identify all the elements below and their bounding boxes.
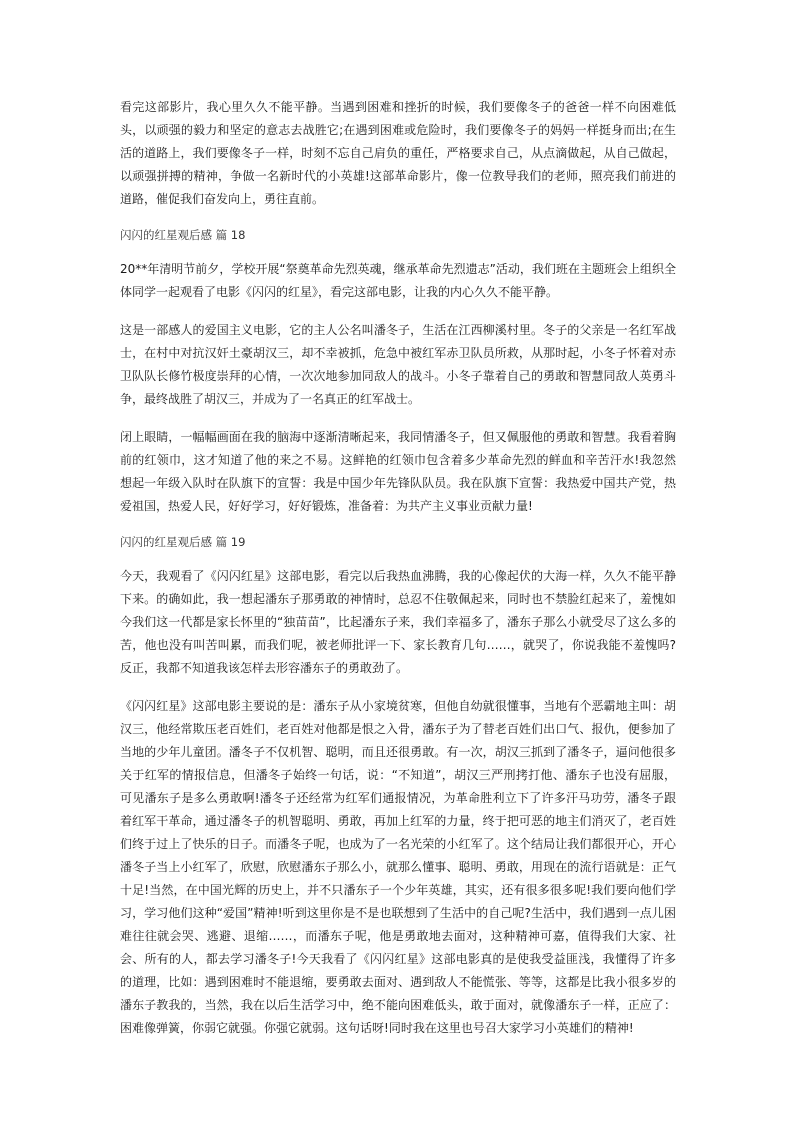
paragraph: 看完这部影片，我心里久久不能平静。当遇到困难和挫折的时候，我们要像冬子的爸爸一样不向困难低头，以顽强的毅力和坚定的意志去战胜它;在遇到困难或危险时，我们要像冬子的妈妈一样挺身而出;在生活的道路上，我们要像冬子一样，时刻不忘自己肩负的重任，严格要求自己，从点滴做起，从自己做起，以顽强拼搏的精神，争做一名新时代的小英雄!这部革命影片，像一位教导我们的老师，照亮我们前进的道路，催促我们奋发向上，勇往直前。 bbox=[120, 100, 676, 206]
document-page bbox=[120, 96, 676, 1040]
section-heading-18: 闪闪的红星观后感 篇 18 bbox=[120, 228, 246, 242]
section-heading-19: 闪闪的红星观后感 篇 19 bbox=[120, 535, 246, 549]
paragraph: 20**年清明节前夕，学校开展“祭奠革命先烈英魂，继承革命先烈遗志”活动，我们班在主题班会上组织全体同学一起观看了电影《闪闪的红星》，看完这部电影，让我的内心久久不能平静。 bbox=[120, 262, 676, 299]
paragraph: 今天，我观看了《闪闪红星》这部电影，看完以后我热血沸腾，我的心像起伏的大海一样，久久不能平静下来。的确如此，我一想起潘东子那勇敢的神情时，总忍不住敬佩起来，同时也不禁脸红起来了，羞愧如今我们这一代都是家长怀里的“独苗苗”，比起潘东子来，我们幸福多了，潘东子那么小就受尽了这么多的苦，他也没有叫苦叫累，而我们呢，被老师批评一下、家长教育几句……，就哭了，你说我能不羞愧吗?反正，我都不知道我该怎样去形容潘东子的勇敢劲了。 bbox=[120, 569, 676, 675]
paragraph: 这是一部感人的爱国主义电影，它的主人公名叫潘冬子，生活在江西柳溪村里。冬子的父亲是一名红军战士，在村中对抗汉奸土豪胡汉三，却不幸被抓，危急中被红军赤卫队员所救，从那时起，小冬子怀着对赤卫队队长修竹极度崇拜的心情，一次次地参加同敌人的战斗。小冬子靠着自己的勇敢和智慧同敌人英勇斗争，最终战胜了胡汉三，并成为了一名真正的红军战士。 bbox=[120, 323, 676, 406]
paragraph: 闭上眼睛，一幅幅画面在我的脑海中逐渐清晰起来，我同情潘冬子，但又佩服他的勇敢和智慧。我看着胸前的红领巾，这才知道了他的来之不易。这鲜艳的红领巾包含着多少革命先烈的鲜血和辛苦汗水!我忽然想起一年级入队时在队旗下的宣誓：我是中国少年先锋队队员。我在队旗下宣誓：我热爱中国共产党，热爱祖国，热爱人民，好好学习，好好锻炼，准备着：为共产主义事业贡献力量! bbox=[120, 430, 676, 513]
paragraph: 《闪闪红星》这部电影主要说的是：潘东子从小家境贫寒，但他自幼就很懂事，当地有个恶霸地主叫：胡汉三，他经常欺压老百姓们，老百姓对他都是恨之入骨，潘东子为了替老百姓们出口气、报仇，便参加了当地的少年儿童团。潘冬子不仅机智、聪明，而且还很勇敢。有一次，胡汉三抓到了潘冬子，逼问他很多关于红军的情报信息，但潘冬子始终一句话，说：“不知道”，胡汉三严刑拷打他、潘东子也没有屈服， 可见潘东子是多么勇敢啊!潘冬子还经常为红军们通报情况，为革命胜利立下了许多汗马功劳，潘冬子跟着红军干革命，通过潘冬子的机智聪明、勇敢，再加上红军的力量，终于把可恶的地主们消灭了，老百姓们终于过上了快乐的日子。而潘冬子呢，也成为了一名光荣的小红军了。这个结局让我们都很开心，开心潘冬子当上小红军了，欣慰，欣慰潘东子那么小，就那么懂事、聪明、勇敢，用现在的流行语就是：正气十足!当然，在中国光辉的历史上，并不只潘东子一个少年英雄，其实，还有很多很多呢!我们要向他们学习，学习他们这种“爱国”精神!听到这里你是不是也联想到了生活中的自己呢?生活中，我们遇到一点儿困难往往就会哭、逃避、退缩……，而潘东子呢，他是勇敢地去面对，这种精神可嘉，值得我们大家、社会、所有的人，都去学习潘冬子!今天我看了《闪闪红星》这部电影真的是使我受益匪浅，我懂得了许多的道理，比如：遇到困难时不能退缩，要勇敢去面对、遇到敌人不能慌张、等等，这都是比我小很多岁的潘东子教我的，当然，我在以后生活学习中，绝不能向困难低头，敢于面对，就像潘东子一样，正应了：困难像弹簧，你弱它就强。你强它就弱。这句话呀!同时我在这里也号召大家学习小英雄们的精神! bbox=[120, 699, 676, 1035]
